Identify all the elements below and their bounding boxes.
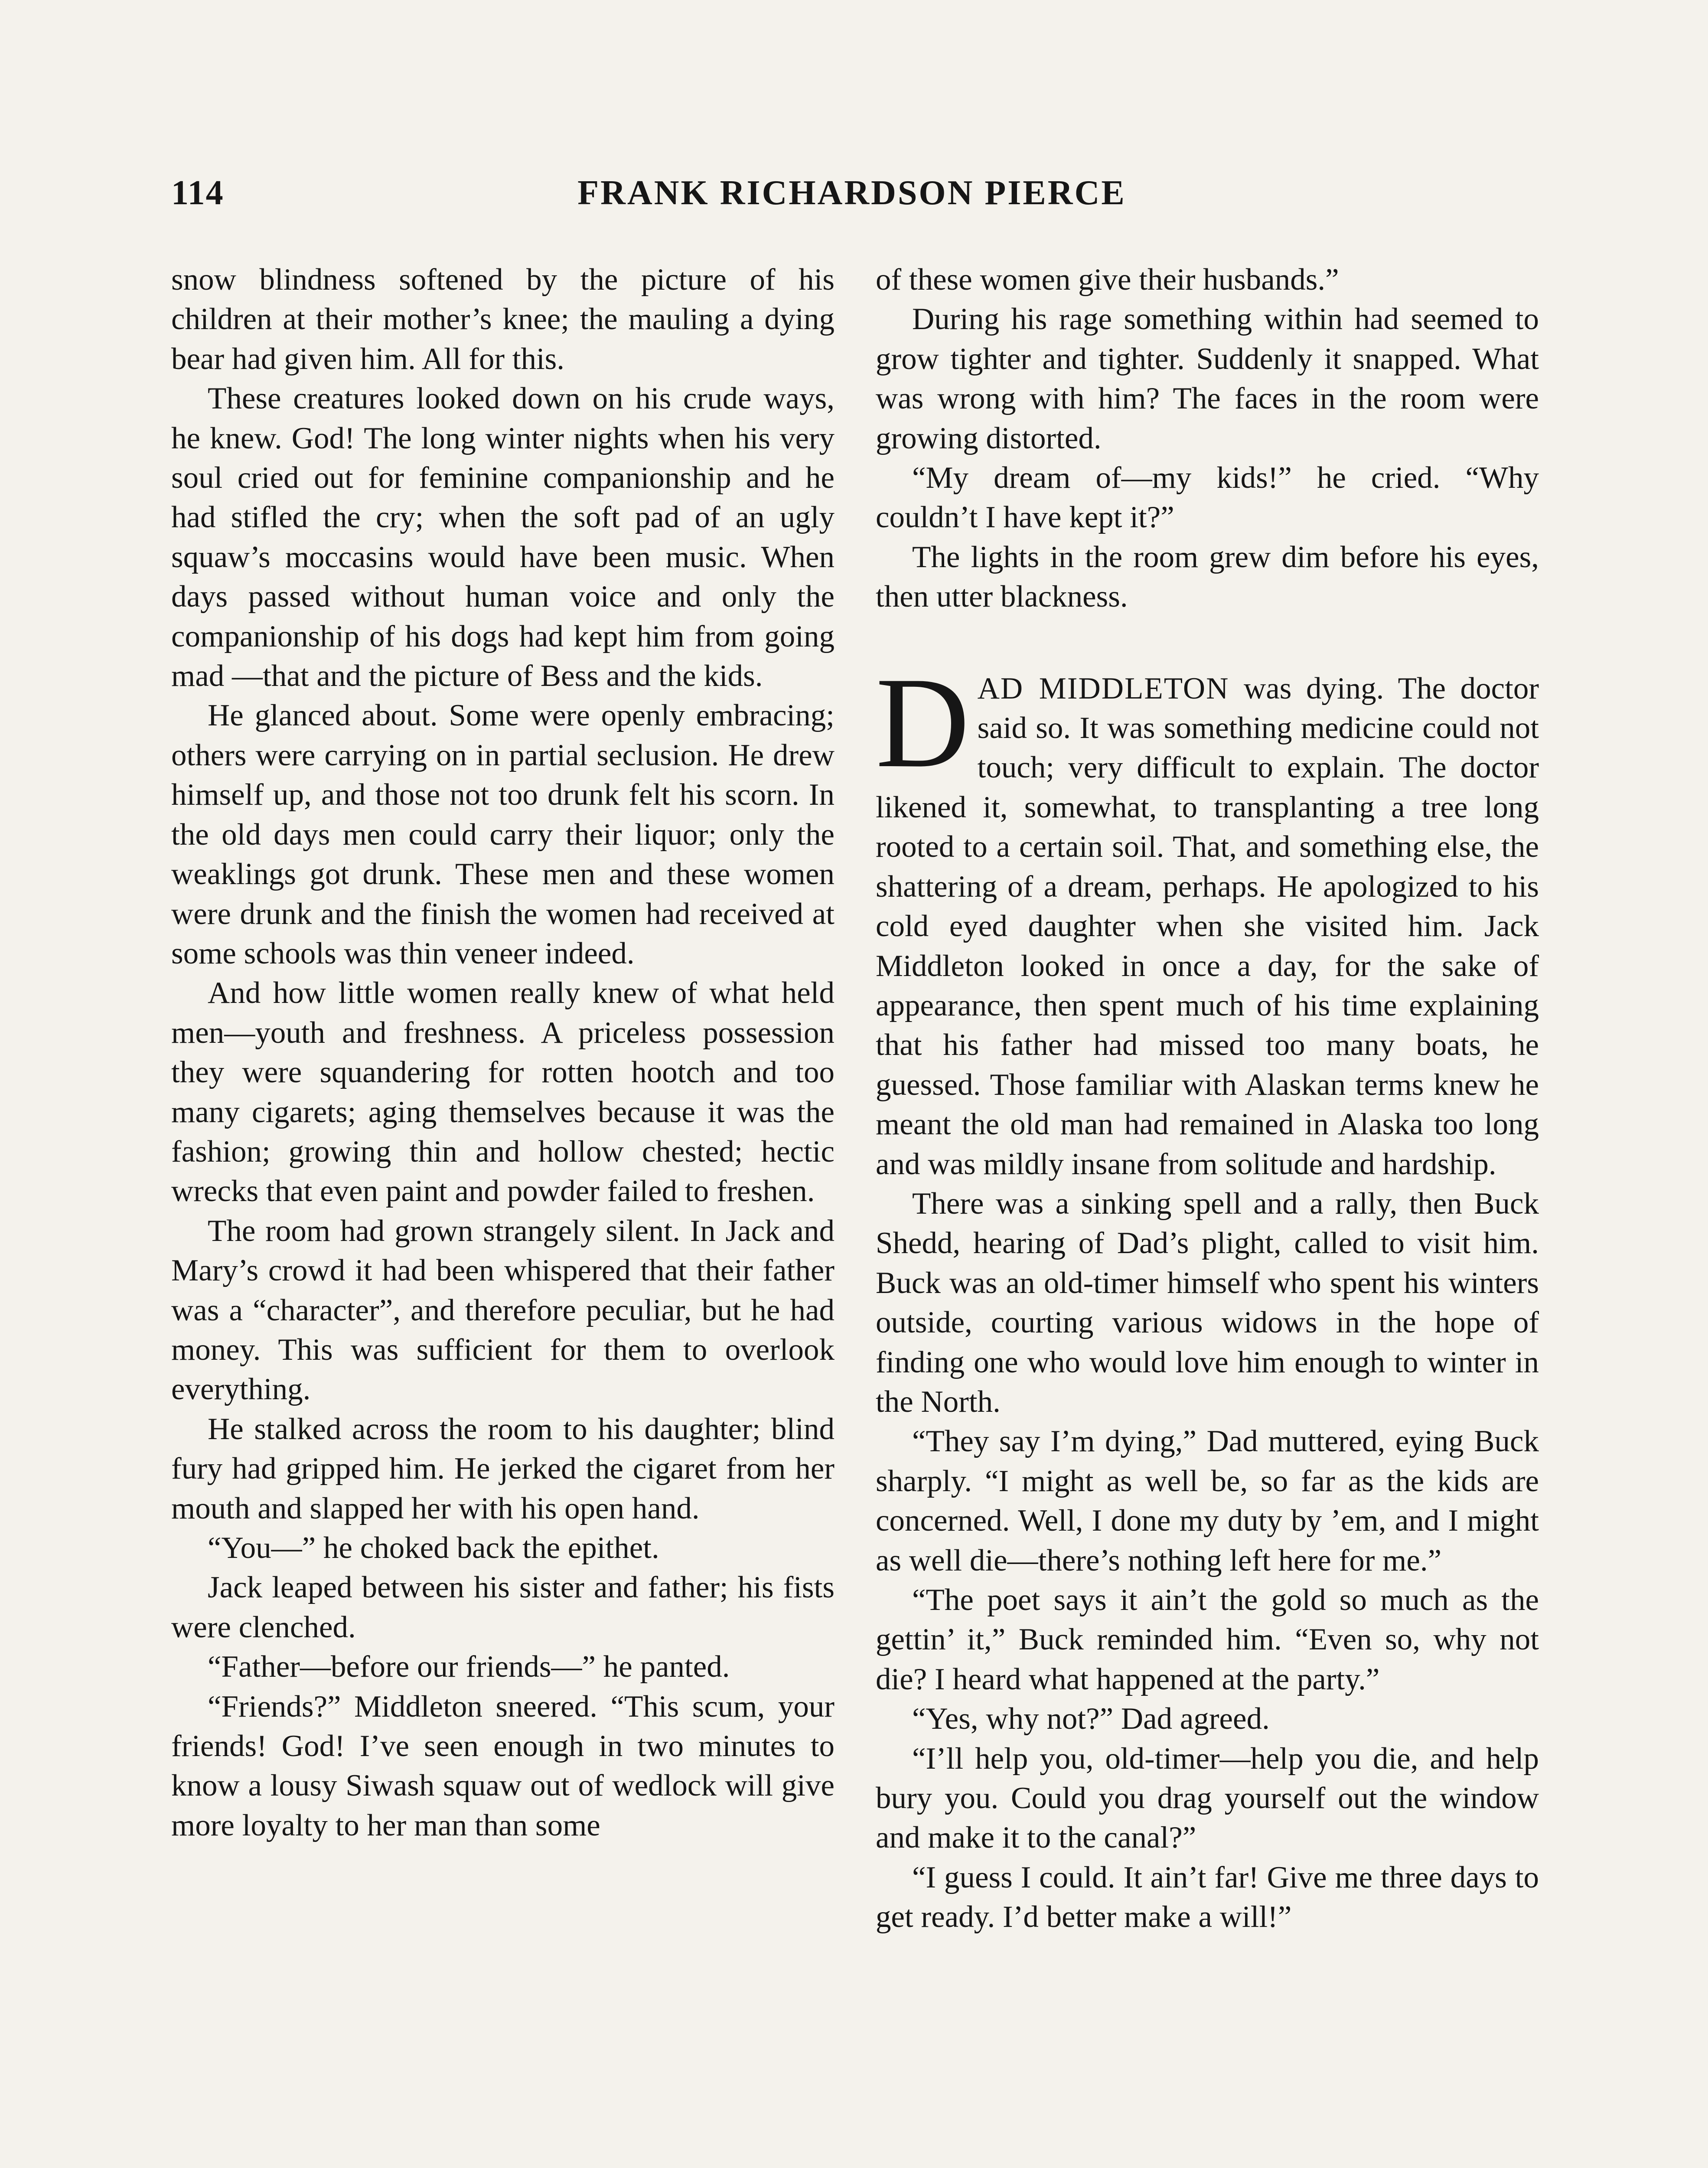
right-column	[876, 260, 1539, 1937]
paragraph: “My dream of—my kids!” he cried. “Why couldn’t I have kept it?”	[876, 461, 1539, 535]
page-number: 114	[171, 174, 224, 212]
section-lead-in: AD MIDDLETON	[977, 671, 1229, 705]
paragraph: The lights in the room grew dim before his eyes, then utter blackness.	[876, 540, 1539, 614]
paragraph: “You—” he choked back the epithet.	[208, 1531, 659, 1565]
paragraph: During his rage something within had seemed to grow tighter and tighter. Suddenly it snapped. What was wrong with him? The faces in the room were growing distorted.	[876, 302, 1539, 455]
running-head: FRANK RICHARDSON PIERCE	[577, 174, 1126, 212]
section-opening-paragraph	[876, 650, 1539, 1184]
paragraph: These creatures looked down on his crude ways, he knew. God! The long winter nights when his very soul cried out for feminine companionship and he had stifled the cry; when the soft pad of an ugly squaw’s moccasins would have been music. When days passed without human voice and only the companionship of his dogs had kept him from going mad —that and the picture of Bess and the kids.	[171, 382, 834, 693]
paragraph: “Yes, why not?” Dad agreed.	[912, 1702, 1270, 1736]
paragraph: “Friends?” Middleton sneered. “This scum, your friends! God! I’ve seen enough in two minutes to know a lousy Siwash squaw out of wedlock will give more loyalty to her man than some	[171, 1689, 834, 1842]
paragraph: snow blindness softened by the picture of his children at their mother’s knee; the mauling a dying bear had given him. All for this.	[171, 263, 834, 376]
paragraph: He stalked across the room to his daughter; blind fury had gripped him. He jerked the cigaret from her mouth and slapped her with his open hand.	[171, 1412, 834, 1525]
left-column	[171, 260, 834, 1845]
drop-cap: D	[876, 650, 970, 794]
paragraph: of these women give their husbands.”	[876, 263, 1339, 297]
paragraph: There was a sinking spell and a rally, then Buck Shedd, hearing of Dad’s plight, called to visit him. Buck was an old-timer himself who spent his winters outside, courting various widows in the hope of finding one who would love him enough to winter in the North.	[876, 1186, 1539, 1419]
section-opening-text: was dying. The doctor said so. It was something medicine could not touch; very difficult to explain. The doctor likened it, somewhat, to transplanting a tree long rooted to a certain soil. That, and something else, the shattering of a dream, perhaps. He apologized to his cold eyed daughter when she visited him. Jack Middleton looked in once a day, for the sake of appearance, then spent much of his time explaining that his father had missed too many boats, he guessed. Those familiar with Alaskan terms knew he meant the old man had remained in Alaska too long and was mildly insane from solitude and hardship.	[876, 671, 1539, 1181]
paragraph: “The poet says it ain’t the gold so much as the gettin’ it,” Buck reminded him. “Even so, why not die? I heard what happened at the party.”	[876, 1583, 1539, 1696]
paragraph: The room had grown strangely silent. In Jack and Mary’s crowd it had been whispered that their father was a “character”, and therefore peculiar, but he had money. This was sufficient for them to overlook everything.	[171, 1214, 834, 1407]
paragraph: He glanced about. Some were openly embracing; others were carrying on in partial seclusion. He drew himself up, and those not too drunk felt his scorn. In the old days men could carry their liquor; only the weaklings got drunk. These men and these women were drunk and the finish the women had received at some schools was thin veneer indeed.	[171, 699, 834, 970]
paragraph: “Father—before our friends—” he panted.	[208, 1650, 730, 1684]
paragraph: “They say I’m dying,” Dad muttered, eying Buck sharply. “I might as well be, so far as the kids are concerned. Well, I done my duty by ’em, and I might as well die—there’s nothing left here for me.”	[876, 1424, 1539, 1577]
paragraph: And how little women really knew of what held men—youth and freshness. A priceless possession they were squandering for rotten hootch and too many cigarets; aging themselves because it was the fashion; growing thin and hollow chested; hectic wrecks that even paint and powder failed to freshen.	[171, 976, 834, 1208]
page-header	[171, 173, 1532, 225]
paragraph: “I’ll help you, old-timer—help you die, and help bury you. Could you drag yourself out the window and make it to the canal?”	[876, 1741, 1539, 1855]
paragraph: “I guess I could. It ain’t far! Give me three days to get ready. I’d better make a will!”	[876, 1860, 1539, 1934]
paragraph: Jack leaped between his sister and father; his fists were clenched.	[171, 1570, 834, 1644]
